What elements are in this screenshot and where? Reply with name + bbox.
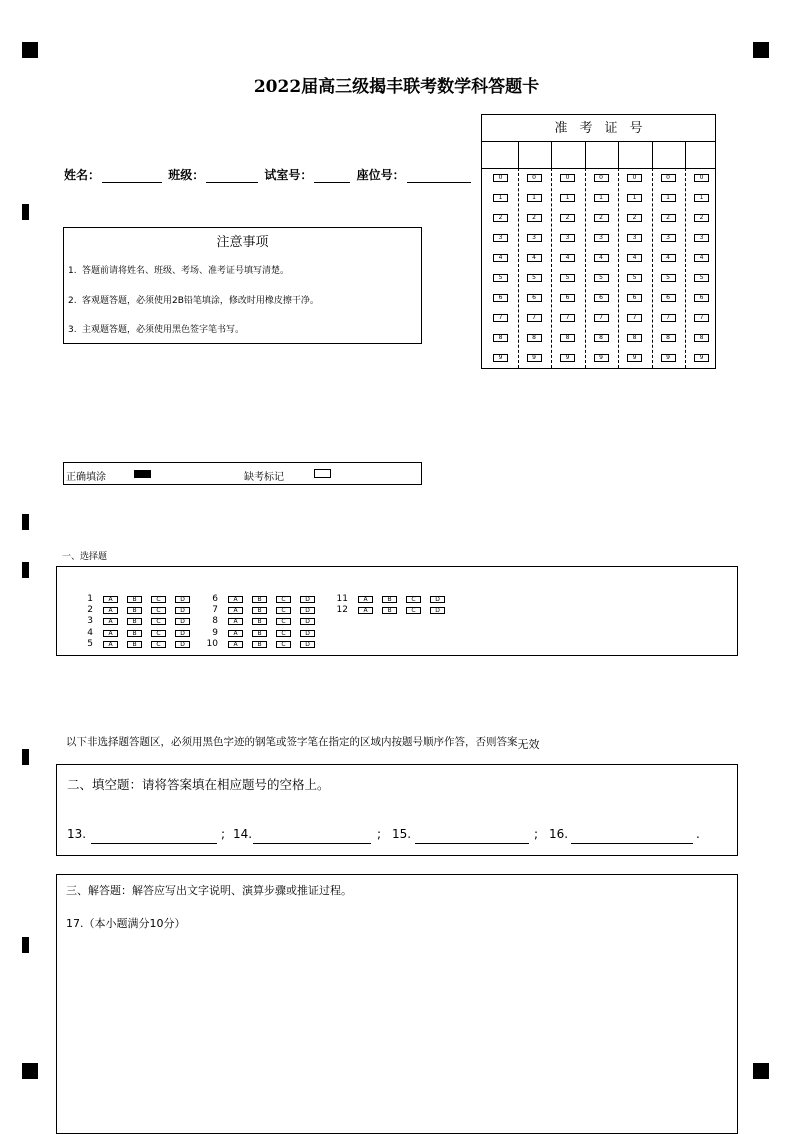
admission-digit-bubble[interactable]: 4 bbox=[493, 254, 508, 262]
choice-option-bubble-a[interactable]: A bbox=[228, 596, 243, 603]
admission-title: 准考证号 bbox=[482, 115, 715, 142]
admission-digit-bubble[interactable]: 6 bbox=[594, 294, 609, 302]
choice-option-bubble-a[interactable]: A bbox=[358, 607, 373, 614]
choice-option-bubble-c[interactable]: C bbox=[151, 641, 166, 648]
choice-option-bubble-b[interactable]: B bbox=[382, 596, 397, 603]
fill-q16-separator: . bbox=[696, 827, 700, 841]
admission-digit-bubble[interactable]: 0 bbox=[694, 174, 709, 182]
admission-digit-bubble[interactable]: 9 bbox=[694, 354, 709, 362]
admission-column-dashed-divider bbox=[518, 168, 519, 368]
admission-digit-bubble[interactable]: 1 bbox=[694, 194, 709, 202]
notice-item: 3. 主观题答题，必须使用黑色签字笔书写。 bbox=[68, 325, 245, 335]
side-timing-mark bbox=[22, 514, 29, 530]
side-timing-mark bbox=[22, 937, 29, 953]
admission-digit-bubble[interactable]: 1 bbox=[527, 194, 542, 202]
admission-digit-write-box[interactable] bbox=[552, 143, 584, 167]
choice-question-number: 10 bbox=[206, 639, 218, 649]
fill-q16-answer-line[interactable] bbox=[571, 843, 693, 844]
admission-digit-bubble[interactable]: 5 bbox=[560, 274, 575, 282]
choice-option-bubble-c[interactable]: C bbox=[151, 607, 166, 614]
admission-column-dashed-divider bbox=[618, 168, 619, 368]
admission-digit-bubble[interactable]: 3 bbox=[560, 234, 575, 242]
admission-digit-bubble[interactable]: 4 bbox=[560, 254, 575, 262]
fill-q13-label: 13. bbox=[67, 827, 87, 841]
fill-q13-answer-line[interactable] bbox=[91, 843, 217, 844]
choice-question-number: 7 bbox=[212, 605, 218, 615]
choice-option-bubble-c[interactable]: C bbox=[151, 596, 166, 603]
admission-digit-bubble[interactable]: 8 bbox=[694, 334, 709, 342]
choice-question-number: 11 bbox=[336, 594, 348, 604]
choice-option-bubble-a[interactable]: A bbox=[228, 630, 243, 637]
choice-option-bubble-d[interactable]: D bbox=[300, 596, 315, 603]
admission-digit-bubble[interactable]: 0 bbox=[560, 174, 575, 182]
admission-column-dashed-divider bbox=[585, 168, 586, 368]
marks-legend-box bbox=[63, 462, 422, 485]
admission-digit-bubble[interactable]: 7 bbox=[694, 314, 709, 322]
admission-digit-bubble[interactable]: 3 bbox=[627, 234, 642, 242]
notice-box bbox=[63, 227, 422, 344]
choice-option-bubble-a[interactable]: A bbox=[103, 607, 118, 614]
choice-option-bubble-d[interactable]: D bbox=[175, 641, 190, 648]
name-label: 姓名： bbox=[64, 168, 101, 182]
admission-digit-bubble[interactable]: 8 bbox=[661, 334, 676, 342]
choice-option-bubble-a[interactable]: A bbox=[228, 607, 243, 614]
choice-option-bubble-c[interactable]: C bbox=[276, 596, 291, 603]
admission-digit-bubble[interactable]: 2 bbox=[527, 214, 542, 222]
fill-q15-label: 15. bbox=[392, 827, 412, 841]
correct-fill-label: 正确填涂 bbox=[66, 472, 106, 483]
room-label: 试室号： bbox=[264, 168, 313, 182]
admission-digit-bubble[interactable]: 2 bbox=[594, 214, 609, 222]
admission-digit-bubble[interactable]: 7 bbox=[661, 314, 676, 322]
admission-digit-bubble[interactable]: 7 bbox=[560, 314, 575, 322]
admission-digit-bubble[interactable]: 0 bbox=[627, 174, 642, 182]
admission-digit-bubble[interactable]: 4 bbox=[527, 254, 542, 262]
choice-option-bubble-c[interactable]: C bbox=[276, 630, 291, 637]
choice-question-number: 4 bbox=[87, 628, 93, 638]
admission-digit-bubble[interactable]: 5 bbox=[661, 274, 676, 282]
class-label: 班级： bbox=[168, 168, 205, 182]
choice-option-bubble-b[interactable]: B bbox=[127, 630, 142, 637]
admission-digit-bubble[interactable]: 2 bbox=[694, 214, 709, 222]
choice-question-number: 12 bbox=[336, 605, 348, 615]
choice-option-bubble-a[interactable]: A bbox=[228, 618, 243, 625]
choice-option-bubble-b[interactable]: B bbox=[252, 618, 267, 625]
admission-column-dashed-divider bbox=[551, 168, 552, 368]
admission-digit-bubble[interactable]: 6 bbox=[694, 294, 709, 302]
alignment-marker-bottom-right bbox=[753, 1063, 769, 1079]
room-field[interactable] bbox=[314, 168, 350, 183]
fill-q14-answer-line[interactable] bbox=[253, 843, 371, 844]
admission-digit-bubble[interactable]: 7 bbox=[627, 314, 642, 322]
admission-digit-bubble[interactable]: 2 bbox=[493, 214, 508, 222]
admission-digit-bubble[interactable]: 0 bbox=[594, 174, 609, 182]
admission-digit-bubble[interactable]: 7 bbox=[594, 314, 609, 322]
admission-digit-bubble[interactable]: 8 bbox=[527, 334, 542, 342]
admission-digit-bubble[interactable]: 8 bbox=[594, 334, 609, 342]
admission-digit-bubble[interactable]: 2 bbox=[661, 214, 676, 222]
choice-option-bubble-d[interactable]: D bbox=[300, 607, 315, 614]
choice-option-bubble-d[interactable]: D bbox=[300, 618, 315, 625]
choice-option-bubble-d[interactable]: D bbox=[175, 596, 190, 603]
solution-section-title: 三、解答题：解答应写出文字说明、演算步骤或推证过程。 bbox=[66, 884, 352, 897]
choice-option-bubble-c[interactable]: C bbox=[151, 618, 166, 625]
choice-option-bubble-d[interactable]: D bbox=[175, 618, 190, 625]
choice-option-bubble-c[interactable]: C bbox=[276, 607, 291, 614]
choice-option-bubble-a[interactable]: A bbox=[103, 630, 118, 637]
admission-digit-write-box[interactable] bbox=[519, 143, 551, 167]
admission-digit-write-box[interactable] bbox=[485, 143, 517, 167]
notice-title: 注意事项 bbox=[216, 235, 269, 250]
choice-question-number: 9 bbox=[212, 628, 218, 638]
admission-digit-bubble[interactable]: 5 bbox=[694, 274, 709, 282]
admission-digit-bubble[interactable]: 0 bbox=[661, 174, 676, 182]
choice-option-bubble-c[interactable]: C bbox=[151, 630, 166, 637]
admission-digit-bubble[interactable]: 1 bbox=[560, 194, 575, 202]
absent-mark-box[interactable] bbox=[314, 469, 331, 478]
notice-item: 2. 客观题答题，必须使用2B铅笔填涂，修改时用橡皮擦干净。 bbox=[68, 296, 319, 306]
choice-question-number: 2 bbox=[87, 605, 93, 615]
admission-digit-bubble[interactable]: 4 bbox=[594, 254, 609, 262]
admission-digit-bubble[interactable]: 6 bbox=[627, 294, 642, 302]
fill-q14-label: 14. bbox=[233, 827, 253, 841]
absent-mark-label: 缺考标记 bbox=[244, 472, 284, 483]
choice-option-bubble-b[interactable]: B bbox=[127, 641, 142, 648]
choice-option-bubble-b[interactable]: B bbox=[252, 596, 267, 603]
admission-digit-bubble[interactable]: 5 bbox=[527, 274, 542, 282]
choice-option-bubble-b[interactable]: B bbox=[252, 630, 267, 637]
choice-option-bubble-a[interactable]: A bbox=[103, 618, 118, 625]
admission-digit-bubble[interactable]: 3 bbox=[493, 234, 508, 242]
fill-q15-separator: ; bbox=[534, 827, 539, 841]
notice-item: 1. 答题前请将姓名、班级、考场、准考证号填写清楚。 bbox=[68, 266, 290, 276]
choice-option-bubble-d[interactable]: D bbox=[430, 596, 445, 603]
admission-digit-bubble[interactable]: 1 bbox=[661, 194, 676, 202]
admission-digit-write-box[interactable] bbox=[653, 143, 685, 167]
admission-digit-bubble[interactable]: 1 bbox=[594, 194, 609, 202]
choice-option-bubble-a[interactable]: A bbox=[228, 641, 243, 648]
admission-column-dashed-divider bbox=[685, 168, 686, 368]
choice-option-bubble-c[interactable]: C bbox=[406, 596, 421, 603]
choice-option-bubble-b[interactable]: B bbox=[252, 607, 267, 614]
correct-fill-sample bbox=[134, 470, 151, 478]
side-timing-mark bbox=[22, 749, 29, 765]
student-info-row bbox=[64, 166, 473, 183]
admission-digit-write-box[interactable] bbox=[619, 143, 651, 167]
choice-question-number: 5 bbox=[87, 639, 93, 649]
choice-option-bubble-b[interactable]: B bbox=[382, 607, 397, 614]
fill-q16-label: 16. bbox=[549, 827, 569, 841]
choice-option-bubble-d[interactable]: D bbox=[175, 607, 190, 614]
seat-label: 座位号： bbox=[356, 168, 405, 182]
seat-field[interactable] bbox=[407, 168, 471, 183]
fill-q13-separator: ; bbox=[221, 827, 226, 841]
name-field[interactable] bbox=[102, 168, 162, 183]
side-timing-mark bbox=[22, 562, 29, 578]
alignment-marker-top-right bbox=[753, 42, 769, 58]
admission-digit-bubble[interactable]: 2 bbox=[627, 214, 642, 222]
admission-digit-bubble[interactable]: 8 bbox=[560, 334, 575, 342]
admission-digit-bubble[interactable]: 4 bbox=[694, 254, 709, 262]
admission-digit-bubble[interactable]: 9 bbox=[493, 354, 508, 362]
alignment-marker-top-left bbox=[22, 42, 38, 58]
admission-digit-bubble[interactable]: 8 bbox=[493, 334, 508, 342]
fill-q15-answer-line[interactable] bbox=[415, 843, 529, 844]
admission-digit-bubble[interactable]: 3 bbox=[594, 234, 609, 242]
choice-option-bubble-c[interactable]: C bbox=[276, 618, 291, 625]
choice-option-bubble-d[interactable]: D bbox=[175, 630, 190, 637]
class-field[interactable] bbox=[206, 168, 258, 183]
admission-digit-bubble[interactable]: 3 bbox=[661, 234, 676, 242]
admission-number-grid bbox=[481, 114, 716, 369]
admission-digit-bubble[interactable]: 6 bbox=[560, 294, 575, 302]
admission-digit-bubble[interactable]: 9 bbox=[661, 354, 676, 362]
admission-digit-write-box[interactable] bbox=[586, 143, 618, 167]
admission-digit-bubble[interactable]: 3 bbox=[527, 234, 542, 242]
fill-section-title: 二、填空题：请将答案填在相应题号的空格上。 bbox=[67, 777, 330, 792]
admission-digit-bubble[interactable]: 9 bbox=[627, 354, 642, 362]
non-choice-instruction: 以下非选择题答题区，必须用黑色字迹的钢笔或签字笔在指定的区域内按题号顺序作答，否则答案无效 bbox=[66, 736, 540, 751]
choice-option-bubble-a[interactable]: A bbox=[358, 596, 373, 603]
admission-digit-bubble[interactable]: 5 bbox=[493, 274, 508, 282]
admission-digit-bubble[interactable]: 7 bbox=[527, 314, 542, 322]
choice-answer-box bbox=[56, 566, 738, 656]
admission-digit-bubble[interactable]: 6 bbox=[493, 294, 508, 302]
admission-digit-bubble[interactable]: 0 bbox=[527, 174, 542, 182]
choice-option-bubble-d[interactable]: D bbox=[300, 641, 315, 648]
admission-digit-bubble[interactable]: 2 bbox=[560, 214, 575, 222]
admission-digit-bubble[interactable]: 5 bbox=[627, 274, 642, 282]
admission-digit-bubble[interactable]: 4 bbox=[627, 254, 642, 262]
admission-digit-bubble[interactable]: 9 bbox=[594, 354, 609, 362]
choice-option-bubble-b[interactable]: B bbox=[127, 607, 142, 614]
choice-option-bubble-b[interactable]: B bbox=[252, 641, 267, 648]
admission-digit-bubble[interactable]: 5 bbox=[594, 274, 609, 282]
admission-digit-bubble[interactable]: 6 bbox=[661, 294, 676, 302]
choice-section-label: 一、选择题 bbox=[62, 552, 108, 562]
admission-digit-bubble[interactable]: 0 bbox=[493, 174, 508, 182]
admission-digit-bubble[interactable]: 1 bbox=[493, 194, 508, 202]
admission-digit-bubble[interactable]: 1 bbox=[627, 194, 642, 202]
question-17-writing-area[interactable] bbox=[66, 935, 728, 1133]
choice-option-bubble-a[interactable]: A bbox=[103, 596, 118, 603]
fill-blank-box bbox=[56, 764, 738, 856]
page-title: 2022届高三级揭丰联考数学科答题卡 bbox=[253, 77, 540, 97]
choice-option-bubble-d[interactable]: D bbox=[300, 630, 315, 637]
question-17-label: 17.（本小题满分10分） bbox=[66, 917, 186, 930]
admission-digit-bubble[interactable]: 6 bbox=[527, 294, 542, 302]
fill-q14-separator: ; bbox=[377, 827, 382, 841]
admission-digit-bubble[interactable]: 7 bbox=[493, 314, 508, 322]
choice-question-number: 1 bbox=[87, 594, 93, 604]
choice-question-number: 6 bbox=[212, 594, 218, 604]
choice-question-number: 8 bbox=[212, 616, 218, 626]
choice-question-number: 3 bbox=[87, 616, 93, 626]
admission-digit-bubble[interactable]: 9 bbox=[527, 354, 542, 362]
alignment-marker-bottom-left bbox=[22, 1063, 38, 1079]
side-timing-mark bbox=[22, 204, 29, 220]
choice-option-bubble-b[interactable]: B bbox=[127, 618, 142, 625]
choice-option-bubble-c[interactable]: C bbox=[276, 641, 291, 648]
admission-digit-bubble[interactable]: 8 bbox=[627, 334, 642, 342]
admission-digit-write-box[interactable] bbox=[686, 143, 718, 167]
choice-option-bubble-a[interactable]: A bbox=[103, 641, 118, 648]
choice-option-bubble-d[interactable]: D bbox=[430, 607, 445, 614]
solution-area-box bbox=[56, 874, 738, 1134]
admission-digit-bubble[interactable]: 3 bbox=[694, 234, 709, 242]
choice-option-bubble-c[interactable]: C bbox=[406, 607, 421, 614]
admission-digit-bubble[interactable]: 9 bbox=[560, 354, 575, 362]
admission-digit-bubble[interactable]: 4 bbox=[661, 254, 676, 262]
choice-option-bubble-b[interactable]: B bbox=[127, 596, 142, 603]
admission-column-dashed-divider bbox=[652, 168, 653, 368]
